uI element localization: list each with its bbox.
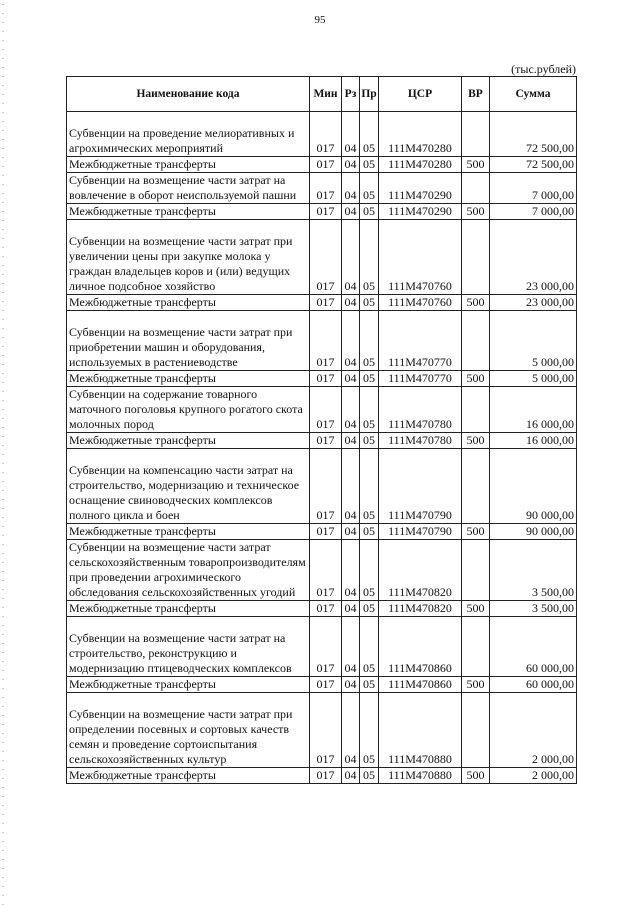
cell-csr: 111М470790 xyxy=(379,449,462,524)
cell-name: Субвенции на возмещение части затрат на строительство, реконструкцию и модернизацию птицеводческих комплексов xyxy=(67,617,310,677)
cell-name: Субвенции на возмещение части затрат сельскохозяйственным товаропроизводителям при проведении агрохимического обследования сельскохозяйственных угодий xyxy=(67,540,310,601)
header-pr: Пр xyxy=(360,77,379,112)
cell-pr: 05 xyxy=(360,449,379,524)
cell-rz: 04 xyxy=(342,768,360,784)
cell-min: 017 xyxy=(310,617,342,677)
table-row xyxy=(67,601,577,617)
cell-sum: 7 000,00 xyxy=(490,173,577,204)
cell-csr: 111М470290 xyxy=(379,173,462,204)
cell-csr: 111М470880 xyxy=(379,693,462,768)
cell-vr xyxy=(462,693,490,768)
cell-min: 017 xyxy=(310,524,342,540)
cell-rz: 04 xyxy=(342,157,360,173)
cell-min: 017 xyxy=(310,677,342,693)
cell-sum: 16 000,00 xyxy=(490,433,577,449)
scan-margin-dots xyxy=(2,0,4,905)
cell-name: Субвенции на возмещение части затрат при приобретении машин и оборудования, используемых в растениеводстве xyxy=(67,311,310,371)
cell-vr: 500 xyxy=(462,204,490,220)
cell-name: Межбюджетные трансферты xyxy=(67,677,310,693)
cell-csr: 111М470780 xyxy=(379,387,462,433)
cell-rz: 04 xyxy=(342,617,360,677)
header-name: Наименование кода xyxy=(67,77,310,112)
cell-vr xyxy=(462,540,490,601)
cell-min: 017 xyxy=(310,693,342,768)
cell-rz: 04 xyxy=(342,433,360,449)
cell-name: Субвенции на компенсацию части затрат на строительство, модернизацию и техническое оснащение свиноводческих комплексов полного цикла и боен xyxy=(67,449,310,524)
cell-sum: 2 000,00 xyxy=(490,693,577,768)
header-vr: ВР xyxy=(462,77,490,112)
cell-min: 017 xyxy=(310,173,342,204)
cell-name: Субвенции на возмещение части затрат на вовлечение в оборот неиспользуемой пашни xyxy=(67,173,310,204)
cell-sum: 16 000,00 xyxy=(490,387,577,433)
cell-name: Межбюджетные трансферты xyxy=(67,295,310,311)
cell-vr xyxy=(462,617,490,677)
cell-rz: 04 xyxy=(342,387,360,433)
cell-name: Межбюджетные трансферты xyxy=(67,433,310,449)
header-csr: ЦСР xyxy=(379,77,462,112)
cell-csr: 111М470820 xyxy=(379,601,462,617)
cell-name: Межбюджетные трансферты xyxy=(67,768,310,784)
cell-name: Межбюджетные трансферты xyxy=(67,371,310,387)
cell-name: Межбюджетные трансферты xyxy=(67,204,310,220)
cell-pr: 05 xyxy=(360,371,379,387)
cell-csr: 111М470290 xyxy=(379,204,462,220)
cell-pr: 05 xyxy=(360,601,379,617)
cell-min: 017 xyxy=(310,387,342,433)
cell-csr: 111М470820 xyxy=(379,540,462,601)
cell-csr: 111М470780 xyxy=(379,433,462,449)
cell-vr xyxy=(462,220,490,295)
header-sum: Сумма xyxy=(490,77,577,112)
cell-vr: 500 xyxy=(462,768,490,784)
cell-pr: 05 xyxy=(360,617,379,677)
cell-pr: 05 xyxy=(360,204,379,220)
cell-vr: 500 xyxy=(462,601,490,617)
cell-sum: 2 000,00 xyxy=(490,768,577,784)
cell-pr: 05 xyxy=(360,311,379,371)
cell-vr: 500 xyxy=(462,371,490,387)
table-body xyxy=(67,112,577,784)
cell-csr: 111М470760 xyxy=(379,220,462,295)
cell-name: Субвенции на возмещение части затрат при увеличении цены при закупке молока у граждан владельцев коров и (или) ведущих личное подсобное хозяйство xyxy=(67,220,310,295)
cell-csr: 111М470280 xyxy=(379,112,462,157)
cell-pr: 05 xyxy=(360,677,379,693)
cell-sum: 23 000,00 xyxy=(490,295,577,311)
cell-csr: 111М470860 xyxy=(379,677,462,693)
cell-pr: 05 xyxy=(360,540,379,601)
cell-csr: 111М470280 xyxy=(379,157,462,173)
table-row xyxy=(67,387,577,433)
cell-min: 017 xyxy=(310,295,342,311)
cell-rz: 04 xyxy=(342,295,360,311)
cell-pr: 05 xyxy=(360,433,379,449)
cell-csr: 111М470860 xyxy=(379,617,462,677)
cell-rz: 04 xyxy=(342,601,360,617)
cell-min: 017 xyxy=(310,449,342,524)
cell-csr: 111М470760 xyxy=(379,295,462,311)
cell-vr: 500 xyxy=(462,157,490,173)
cell-pr: 05 xyxy=(360,295,379,311)
cell-rz: 04 xyxy=(342,173,360,204)
table-row xyxy=(67,768,577,784)
cell-name: Межбюджетные трансферты xyxy=(67,524,310,540)
cell-name: Субвенции на проведение мелиоративных и агрохимических мероприятий xyxy=(67,112,310,157)
cell-rz: 04 xyxy=(342,112,360,157)
table-row xyxy=(67,220,577,295)
cell-csr: 111М470790 xyxy=(379,524,462,540)
cell-rz: 04 xyxy=(342,371,360,387)
cell-sum: 90 000,00 xyxy=(490,449,577,524)
cell-sum: 72 500,00 xyxy=(490,157,577,173)
table-row xyxy=(67,617,577,677)
cell-min: 017 xyxy=(310,157,342,173)
cell-vr xyxy=(462,387,490,433)
cell-min: 017 xyxy=(310,112,342,157)
table-row xyxy=(67,371,577,387)
table-row xyxy=(67,112,577,157)
cell-min: 017 xyxy=(310,311,342,371)
cell-rz: 04 xyxy=(342,204,360,220)
cell-pr: 05 xyxy=(360,693,379,768)
table-row xyxy=(67,524,577,540)
table-row xyxy=(67,311,577,371)
cell-sum: 7 000,00 xyxy=(490,204,577,220)
cell-pr: 05 xyxy=(360,387,379,433)
cell-name: Межбюджетные трансферты xyxy=(67,601,310,617)
cell-sum: 90 000,00 xyxy=(490,524,577,540)
cell-vr xyxy=(462,112,490,157)
table-row xyxy=(67,677,577,693)
cell-name: Субвенции на возмещение части затрат при определении посевных и сортовых качеств семян и проведение сортоиспытания сельскохозяйственных культур xyxy=(67,693,310,768)
table-row xyxy=(67,540,577,601)
cell-name: Межбюджетные трансферты xyxy=(67,157,310,173)
cell-vr: 500 xyxy=(462,524,490,540)
cell-min: 017 xyxy=(310,433,342,449)
cell-vr: 500 xyxy=(462,677,490,693)
cell-rz: 04 xyxy=(342,449,360,524)
table-row xyxy=(67,693,577,768)
cell-rz: 04 xyxy=(342,693,360,768)
table-row xyxy=(67,433,577,449)
cell-pr: 05 xyxy=(360,768,379,784)
header-rz: Рз xyxy=(342,77,360,112)
table-row xyxy=(67,204,577,220)
cell-sum: 72 500,00 xyxy=(490,112,577,157)
cell-min: 017 xyxy=(310,601,342,617)
cell-sum: 60 000,00 xyxy=(490,677,577,693)
cell-vr xyxy=(462,311,490,371)
budget-table xyxy=(66,76,577,784)
cell-pr: 05 xyxy=(360,173,379,204)
cell-sum: 60 000,00 xyxy=(490,617,577,677)
cell-csr: 111М470770 xyxy=(379,311,462,371)
cell-csr: 111М470770 xyxy=(379,371,462,387)
cell-pr: 05 xyxy=(360,112,379,157)
cell-rz: 04 xyxy=(342,311,360,371)
cell-vr xyxy=(462,449,490,524)
cell-rz: 04 xyxy=(342,524,360,540)
cell-rz: 04 xyxy=(342,677,360,693)
table-row xyxy=(67,295,577,311)
cell-rz: 04 xyxy=(342,540,360,601)
cell-sum: 23 000,00 xyxy=(490,220,577,295)
cell-pr: 05 xyxy=(360,524,379,540)
cell-min: 017 xyxy=(310,540,342,601)
cell-vr: 500 xyxy=(462,433,490,449)
page-number: 95 xyxy=(314,14,326,26)
cell-pr: 05 xyxy=(360,157,379,173)
cell-sum: 5 000,00 xyxy=(490,371,577,387)
cell-pr: 05 xyxy=(360,220,379,295)
table-row xyxy=(67,173,577,204)
cell-vr: 500 xyxy=(462,295,490,311)
header-min: Мин xyxy=(310,77,342,112)
cell-sum: 3 500,00 xyxy=(490,540,577,601)
units-label: (тыс.рублей) xyxy=(511,62,576,76)
cell-min: 017 xyxy=(310,220,342,295)
table-row xyxy=(67,449,577,524)
cell-csr: 111М470880 xyxy=(379,768,462,784)
cell-min: 017 xyxy=(310,768,342,784)
cell-rz: 04 xyxy=(342,220,360,295)
cell-vr xyxy=(462,173,490,204)
cell-sum: 5 000,00 xyxy=(490,311,577,371)
cell-min: 017 xyxy=(310,204,342,220)
table-row xyxy=(67,157,577,173)
cell-min: 017 xyxy=(310,371,342,387)
cell-sum: 3 500,00 xyxy=(490,601,577,617)
cell-name: Субвенции на содержание товарного маточного поголовья крупного рогатого скота молочных пород xyxy=(67,387,310,433)
table-header xyxy=(67,77,577,112)
